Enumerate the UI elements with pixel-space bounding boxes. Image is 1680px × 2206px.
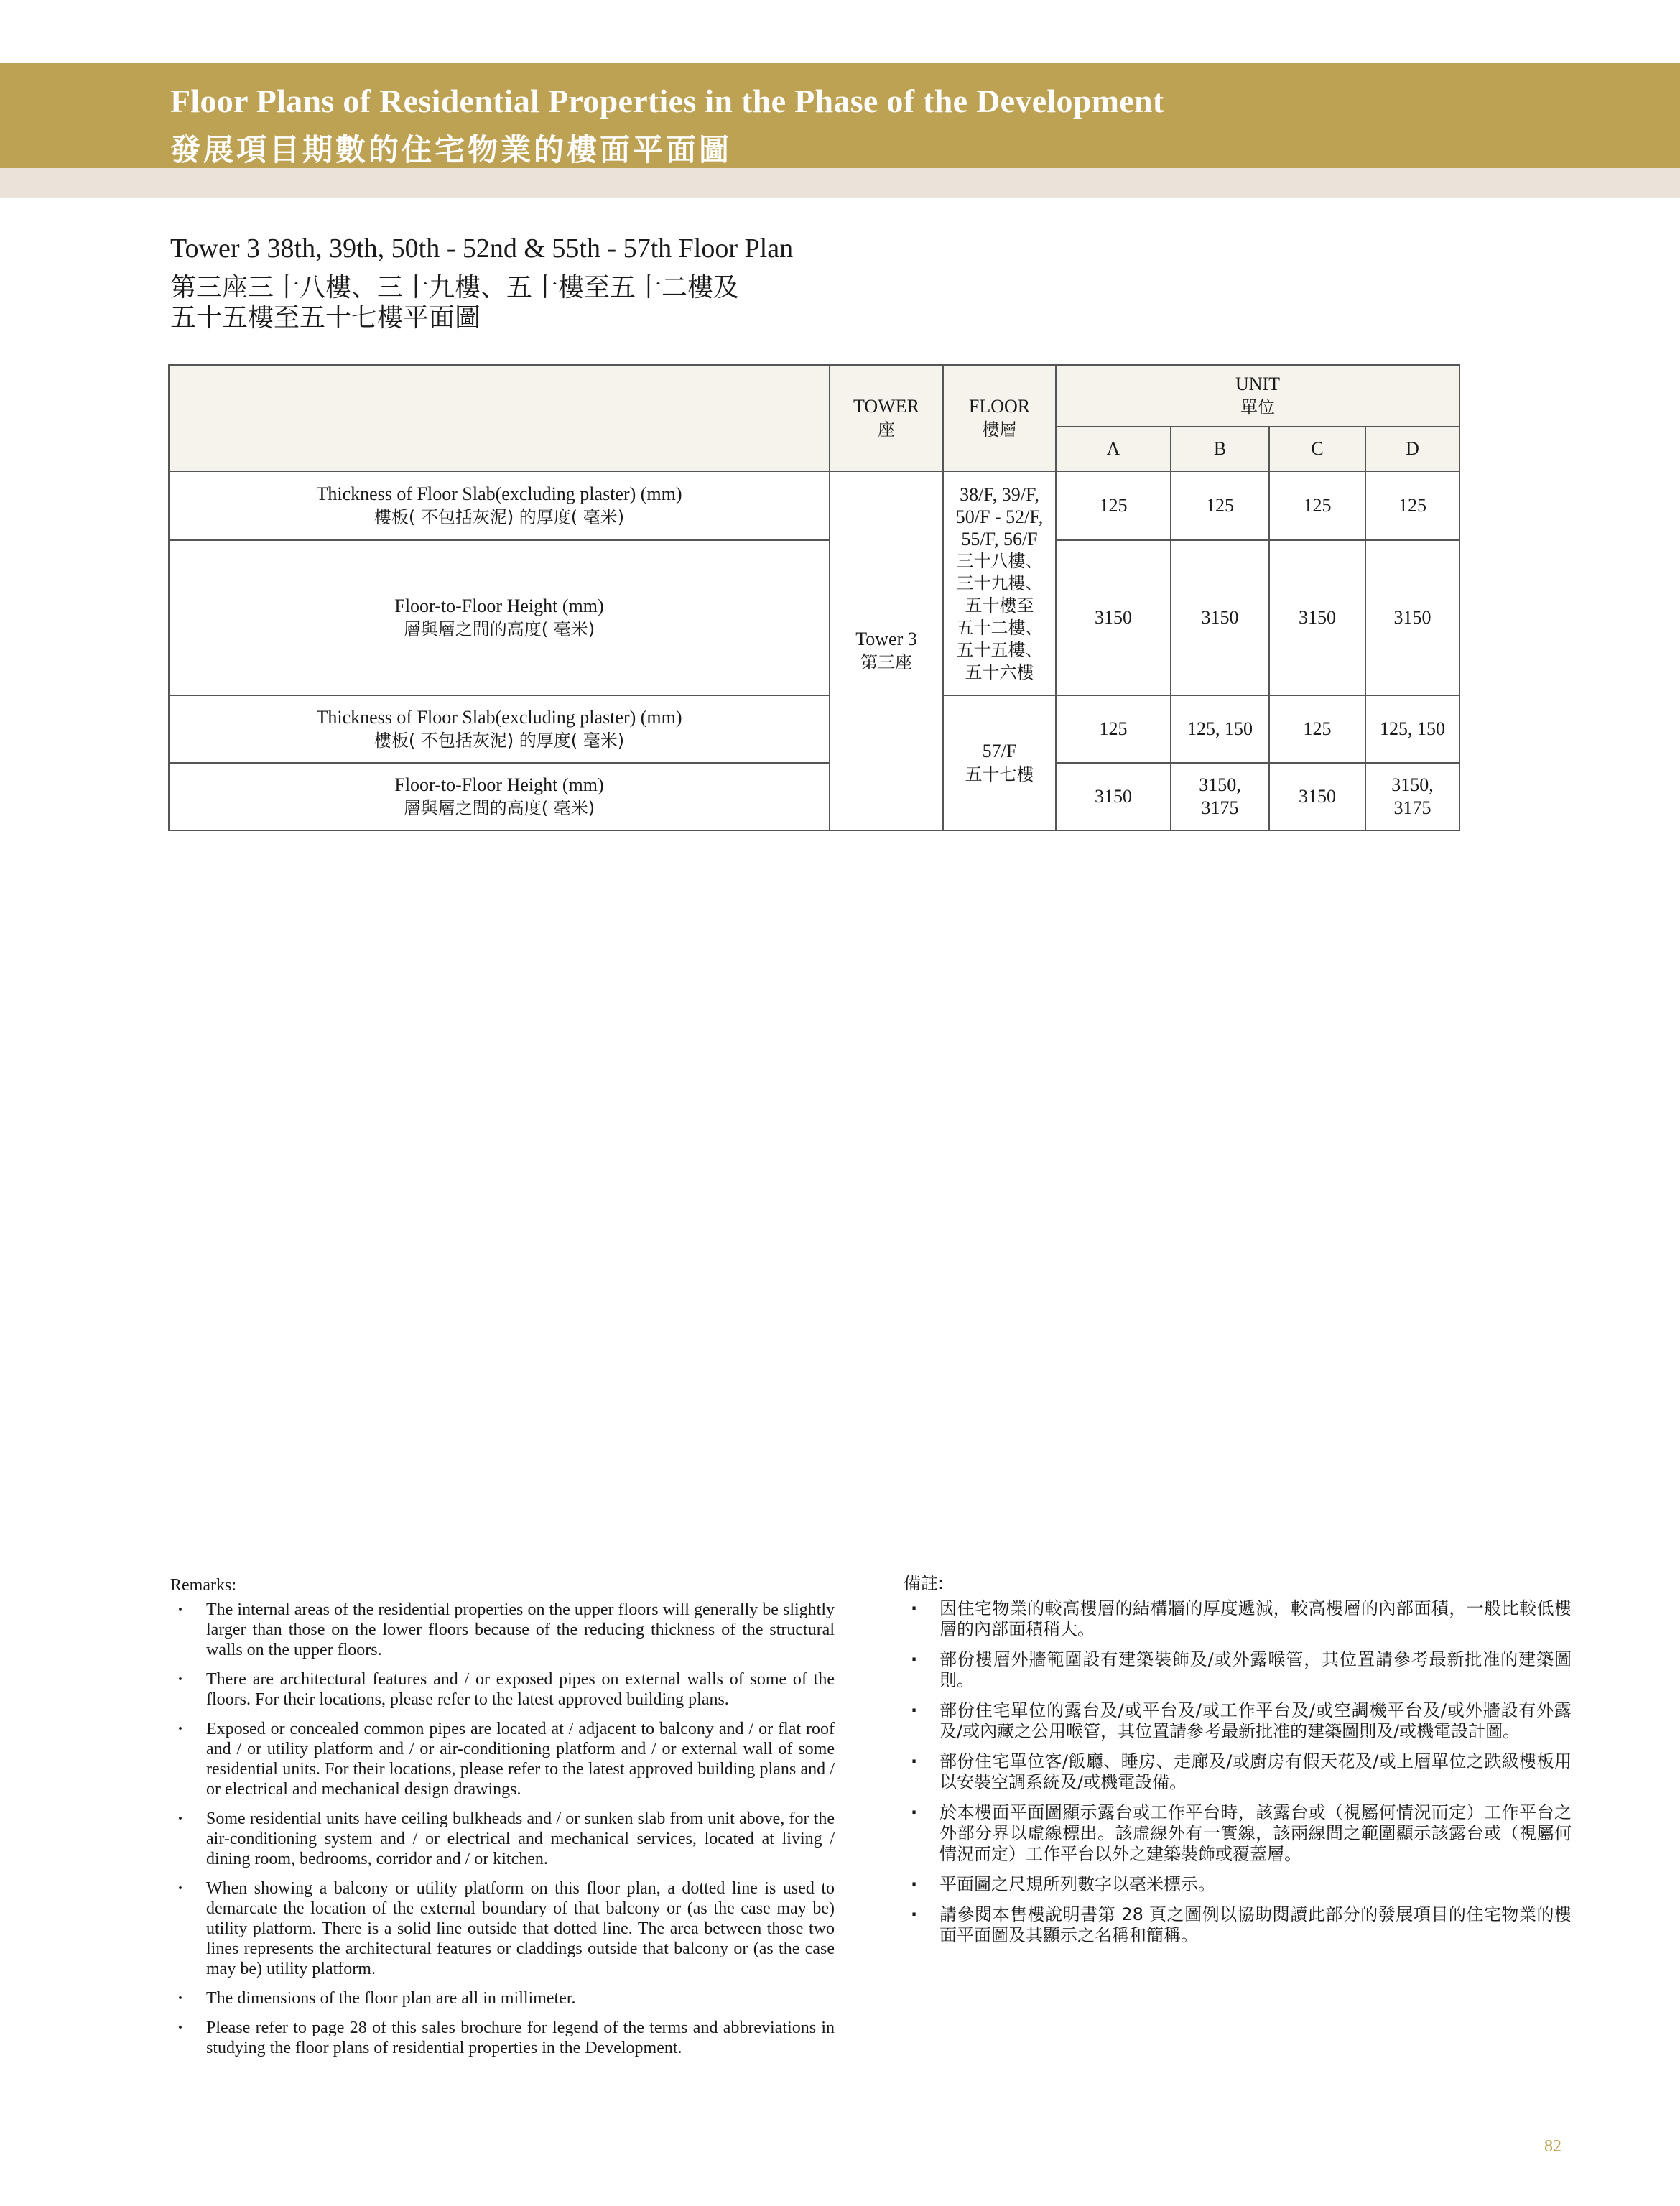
floor-zh-line: 五十樓至 — [965, 595, 1034, 616]
table-cell: 125 — [1365, 471, 1459, 540]
table-cell: 3150 — [1365, 540, 1459, 695]
unit-header-b: B — [1171, 427, 1269, 471]
remarks-zh — [904, 1573, 1572, 1955]
row-label-height-1 — [169, 540, 830, 695]
unit-header-a: A — [1056, 427, 1171, 471]
remark-item: · Some residential units have ceiling bulkheads and / or sunken slab from unit above, for the air-conditioning system and / or electrical and mechanical services, located at living / dining room, bedrooms, corridor and / or kitchen. — [170, 1809, 835, 1869]
table-cell: 125 — [1269, 695, 1365, 763]
unit-header — [1056, 365, 1459, 427]
remark-item-zh: · 平面圖之尺規所列數字以毫米標示。 — [904, 1874, 1572, 1895]
remark-item-zh: · 於本樓面平面圖顯示露台或工作平台時，該露台或（視屬何情況而定）工作平台之外部分界以虛線標出。該虛線外有一實線，該兩線間之範圍顯示該露台或（視屬何情況而定）工作平台以外之建築裝飾或覆蓋層。 — [904, 1802, 1572, 1865]
unit-header-c: C — [1269, 427, 1365, 471]
floor-zh-line: 五十七樓 — [965, 764, 1034, 784]
row-label-height-2 — [169, 763, 830, 830]
floor-en-line: 38/F, 39/F, — [960, 483, 1039, 505]
page-number: 82 — [1544, 2137, 1561, 2156]
remarks-heading-zh: 備註: — [904, 1573, 945, 1593]
floor-zh-line: 三十八樓、 — [956, 550, 1043, 571]
section-title-en: Floor Plans of Residential Properties in the Phase of the Development — [170, 83, 1164, 119]
row-label-slab-2 — [169, 695, 830, 763]
remark-item-zh: · 部份住宅單位客/飯廳、睡房、走廊及/或廚房有假天花及/或上層單位之跌級樓板用以安裝空調系統及/或機電設備。 — [904, 1751, 1572, 1793]
floor-header-en: FLOOR — [968, 396, 1031, 417]
plan-title-en: Tower 3 38th, 39th, 50th - 52nd & 55th - 57th Floor Plan — [170, 233, 794, 264]
unit-header-d: D — [1365, 427, 1459, 471]
table-cell: 125, 150 — [1171, 695, 1269, 763]
remark-item: · The internal areas of the residential properties on the upper floors will generally be slightly larger than those on the lower floors because of the reducing thickness of the structural walls on the upper floors. — [170, 1600, 835, 1660]
tower-header-zh: 座 — [878, 420, 895, 440]
floor-zh-line: 五十二樓、 — [956, 617, 1043, 638]
row-label-en: Thickness of Floor Slab(excluding plaster) (mm) — [316, 707, 682, 728]
cell-line: 3150, — [1391, 774, 1434, 795]
row-label-zh: 層與層之間的高度( 毫米) — [403, 619, 595, 639]
floor-en-line: 50/F - 52/F, — [955, 506, 1044, 527]
row-label-en: Floor-to-Floor Height (mm) — [394, 774, 604, 795]
floor-zh-line: 三十九樓、 — [956, 573, 1043, 593]
floor-cell-group2 — [943, 695, 1056, 830]
floor-spec-table — [168, 364, 1460, 831]
tower-header — [830, 365, 943, 471]
floor-zh-line: 五十六樓 — [965, 662, 1034, 682]
remark-item: · Exposed or concealed common pipes are located at / adjacent to balcony and / or flat roof and / or utility platform and / or air-conditioning platform and / or external wall of some residential units. For their locations, please refer to the latest approved building plans and / or electrical and mechanical design drawings. — [170, 1719, 835, 1799]
table-cell — [1056, 763, 1171, 830]
remark-item: · There are architectural features and / or exposed pipes on external walls of some of the floors. For their locations, please refer to the latest approved building plans. — [170, 1669, 835, 1710]
row-label-en: Thickness of Floor Slab(excluding plaster) (mm) — [316, 483, 682, 504]
table-cell: 3150 — [1171, 540, 1269, 695]
table-cell: 125 — [1056, 695, 1171, 763]
table-cell: 125 — [1171, 471, 1269, 540]
row-label-en: Floor-to-Floor Height (mm) — [394, 595, 604, 616]
unit-header-zh: 單位 — [1240, 397, 1276, 417]
floor-en-line: 57/F — [982, 741, 1017, 761]
remark-item-zh: · 部份住宅單位的露台及/或平台及/或工作平台及/或空調機平台及/或外牆設有外露及/或內藏之公用喉管，其位置請參考最新批准的建築圖則及/或機電設計圖。 — [904, 1700, 1572, 1742]
cell-line: 3150 — [1299, 786, 1336, 807]
floor-zh-line: 五十五樓、 — [956, 639, 1043, 660]
remark-item: · When showing a balcony or utility platform on this floor plan, a dotted line is used to demarcate the location of the external boundary of that balcony or (as the case may be) utility platform. There is a solid line outside that dotted line. The area between those two lines represents the architectural features or claddings outside that balcony or (as the case may be) utility platform. — [170, 1878, 835, 1979]
floor-cell-group1 — [943, 471, 1056, 695]
section-title-zh: 發展項目期數的住宅物業的樓面平面圖 — [170, 132, 733, 167]
unit-header-en: UNIT — [1235, 374, 1281, 394]
row-label-zh: 樓板( 不包括灰泥) 的厚度( 毫米) — [373, 507, 625, 527]
plan-title-zh-line2: 五十五樓至五十七樓平面圖 — [170, 303, 481, 333]
table-cell — [1365, 763, 1459, 830]
tower-name-zh: 第三座 — [860, 652, 912, 672]
row-label-zh: 層與層之間的高度( 毫米) — [403, 798, 595, 818]
table-cell — [1171, 763, 1269, 830]
row-label-zh: 樓板( 不包括灰泥) 的厚度( 毫米) — [373, 731, 625, 751]
remarks-heading-en: Remarks: — [170, 1576, 236, 1595]
tower-cell — [830, 471, 943, 830]
remark-item-zh: · 部份樓層外牆範圍設有建築裝飾及/或外露喉管，其位置請參考最新批准的建築圖則。 — [904, 1649, 1572, 1691]
row-label-slab-1 — [169, 471, 830, 540]
cell-line: 3175 — [1393, 797, 1431, 818]
floor-en-line: 55/F, 56/F — [961, 528, 1038, 550]
remark-item-zh: · 因住宅物業的較高樓層的結構牆的厚度遞減，較高樓層的內部面積，一般比較低樓層的內部面積稍大。 — [904, 1598, 1572, 1640]
table-cell: 125 — [1056, 471, 1171, 540]
table-cell: 125 — [1269, 471, 1365, 540]
table-cell: 3150 — [1056, 540, 1171, 695]
remarks-en — [170, 1575, 835, 2067]
cell-line: 3150, — [1199, 774, 1241, 795]
table-cell — [1269, 763, 1365, 830]
table-cell: 125, 150 — [1365, 695, 1459, 763]
header-strip — [0, 168, 1680, 198]
floor-header-zh: 樓層 — [982, 420, 1017, 440]
cell-line: 3175 — [1201, 797, 1239, 818]
floor-header — [943, 365, 1056, 471]
remark-item-zh: · 請參閱本售樓說明書第 28 頁之圖例以協助閱讀此部分的發展項目的住宅物業的樓面平面圖及其顯示之名稱和簡稱。 — [904, 1904, 1572, 1946]
table-cell: 3150 — [1269, 540, 1365, 695]
table-corner-cell — [169, 365, 830, 471]
remark-item: · The dimensions of the floor plan are all in millimeter. — [170, 1988, 835, 2008]
tower-header-en: TOWER — [853, 396, 919, 417]
cell-line: 3150 — [1095, 786, 1132, 807]
remark-item: · Please refer to page 28 of this sales brochure for legend of the terms and abbreviations in studying the floor plans of residential properties in the Development. — [170, 2018, 835, 2058]
tower-name-en: Tower 3 — [855, 629, 917, 649]
plan-title-zh-line1: 第三座三十八樓、三十九樓、五十樓至五十二樓及 — [170, 273, 740, 302]
